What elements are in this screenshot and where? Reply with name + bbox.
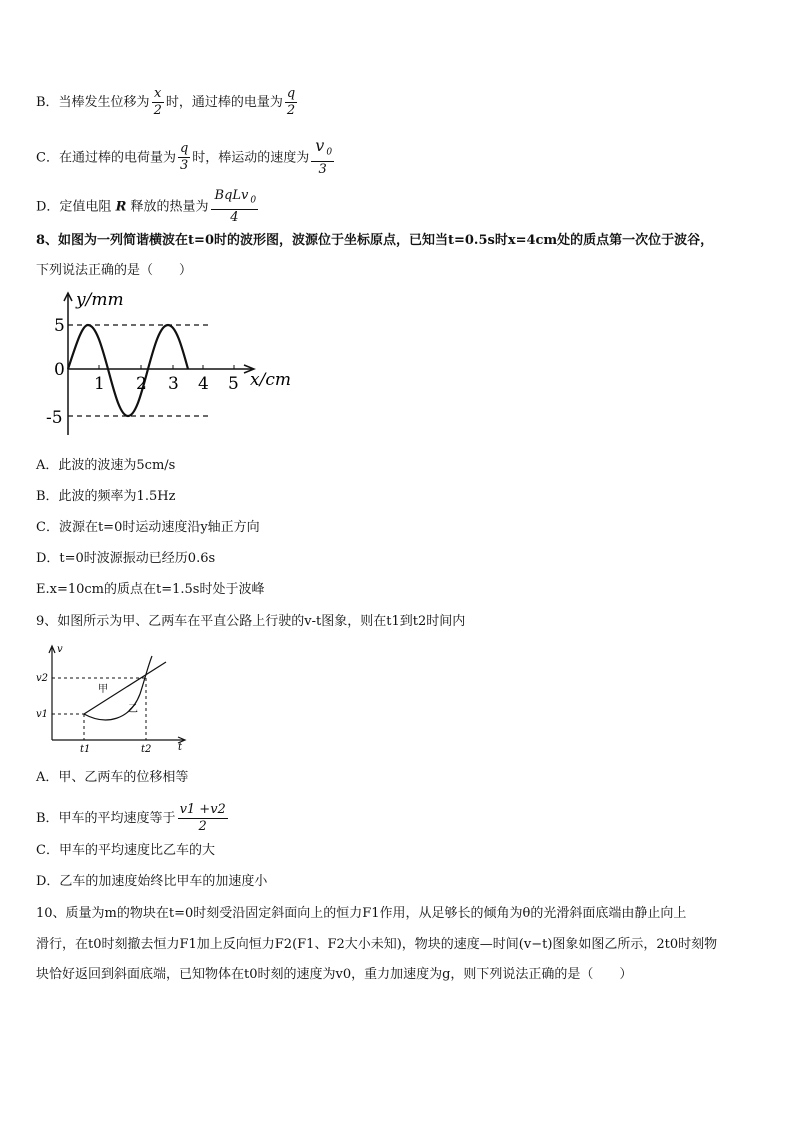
jia-line	[84, 662, 166, 714]
q9-b-text-pre: B．甲车的平均速度等于	[36, 811, 176, 826]
q9-option-c: C．甲车的平均速度比乙车的大	[36, 843, 215, 858]
q9-option-d: D．乙车的加速度始终比甲车的加速度小	[36, 874, 268, 889]
q8-option-d: D．t=0时波源振动已经历0.6s	[36, 551, 216, 566]
q8-option-b: B．此波的频率为1.5Hz	[36, 489, 176, 504]
x-tick-2: 2	[136, 374, 147, 394]
q7-b-text-mid: 时，通过棒的电量为	[165, 95, 283, 110]
origin-label: 0	[54, 360, 65, 380]
t1-label: t1	[80, 744, 91, 755]
t2-label: t2	[141, 744, 152, 755]
q8-option-a: A．此波的波速为5cm/s	[36, 458, 176, 473]
q7-c-text-pre: C．在通过棒的电荷量为	[36, 150, 176, 166]
q7-b-text-pre: B．当棒发生位移为	[36, 95, 150, 110]
q8-stem-line1: 8、如图为一列简谐横波在t=0时的波形图，波源位于坐标原点，已知当t=0.5s时x=4cm处的质点第一次位于波谷，	[36, 233, 714, 248]
wave-curve	[68, 325, 188, 416]
q10-line1: 10、质量为m的物块在t=0时刻受沿固定斜面向上的恒力F1作用，从足够长的倾角为θ的光滑斜面底端由静止向上	[36, 906, 687, 921]
q7-option-b	[36, 86, 299, 119]
q9-stem: 9、如图所示为甲、乙两车在平直公路上行驶的v-t图象，则在t1到t2时间内	[36, 614, 466, 629]
q8-wave-graph	[40, 285, 300, 440]
yi-label: 乙	[128, 704, 138, 715]
fraction-q-over-3: $\frac{q}{3}$	[179, 141, 189, 174]
x-tick-5: 5	[228, 374, 239, 394]
q7-d-text-pre: D．定值电阻	[36, 199, 112, 215]
q9-vt-graph	[34, 640, 194, 755]
jia-label: 甲	[98, 684, 108, 695]
q7-d-resistor-r: R	[115, 199, 127, 215]
q7-option-c	[36, 138, 336, 178]
fraction-bqlv0-over-4: $\frac{BqLv _0}{4}$	[211, 188, 259, 226]
y-axis-label: y/mm	[76, 290, 124, 310]
t-axis-label: t	[178, 742, 183, 753]
v2-label: v2	[36, 673, 49, 684]
v1-label: v1	[36, 709, 49, 720]
fraction-q-over-2: $\frac{q}{2}$	[286, 86, 296, 118]
q8-option-c: C．波源在t=0时运动速度沿y轴正方向	[36, 520, 260, 535]
q7-c-text-mid: 时，棒运动的速度为	[192, 150, 310, 166]
q10-line3: 块恰好返回到斜面底端，已知物体在t0时刻的速度为v0，重力加速度为g，则下列说法正确的是（ ）	[36, 967, 633, 982]
q9-option-a: A．甲、乙两车的位移相等	[36, 770, 189, 785]
x-tick-1: 1	[94, 374, 105, 394]
q10-line2: 滑行，在t0时刻撤去恒力F1加上反向恒力F2(F1、F2大小未知)，物块的速度—时间(v−t)图象如图乙所示，2t0时刻物	[36, 937, 718, 952]
fraction-avg-velocity: $\frac{v1 +v2}{2}$	[179, 802, 226, 834]
y-tick-neg5: -5	[46, 408, 63, 428]
fraction-v0-over-3: $\frac{v _0}{3}$	[311, 138, 334, 178]
y-tick-5: 5	[54, 316, 65, 336]
yi-curve	[84, 656, 152, 720]
q8-option-e: E.x=10cm的质点在t=1.5s时处于波峰	[36, 582, 265, 597]
x-tick-4: 4	[198, 374, 209, 394]
v-axis-label: v	[57, 644, 63, 655]
q9-option-b	[36, 802, 230, 835]
q7-option-d	[36, 188, 260, 226]
q7-d-text-mid: 释放的热量为	[130, 199, 209, 215]
x-tick-3: 3	[168, 374, 179, 394]
fraction-x-over-2: $\frac{x}{2}$	[153, 86, 162, 118]
q8-stem-line2: 下列说法正确的是（ ）	[36, 263, 193, 278]
x-axis-label: x/cm	[250, 370, 291, 390]
